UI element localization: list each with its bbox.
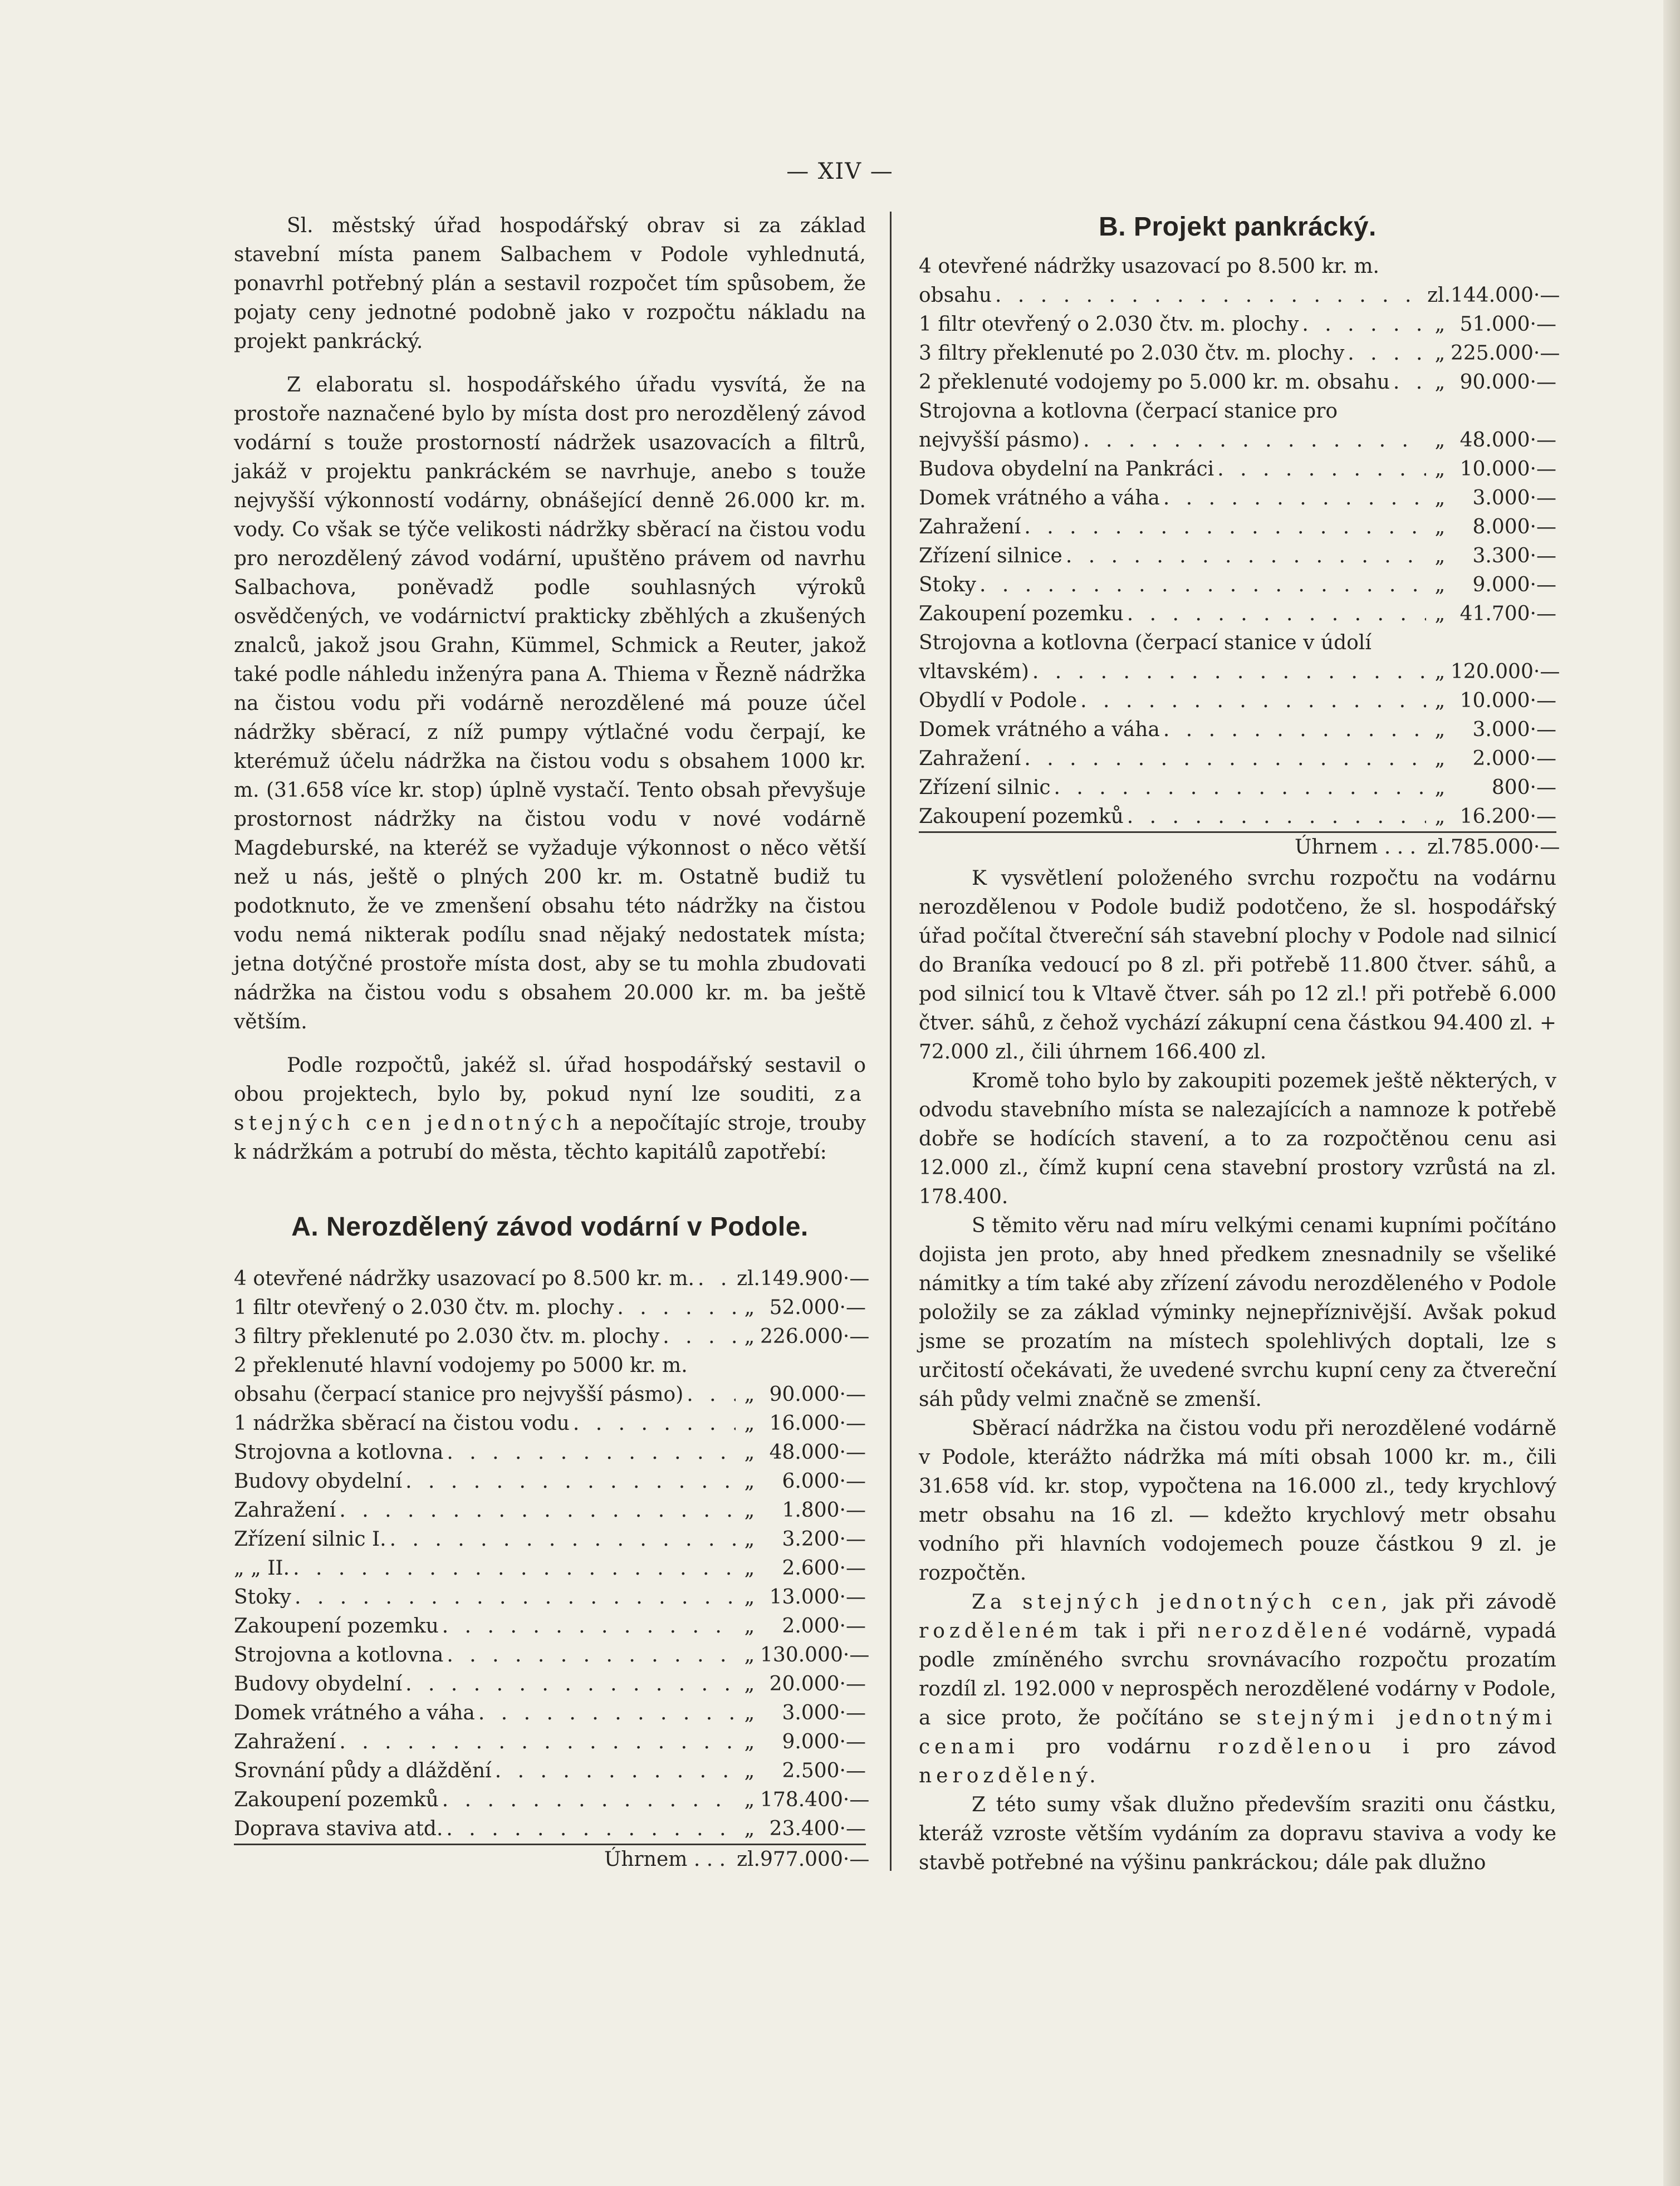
table-a-row-currency: „ [744,1817,755,1840]
table-a-row-leader [447,1438,736,1467]
table-a-row-amount: 13.000·— [769,1586,866,1609]
table-b-row-label: Zahražení [919,516,1021,538]
table-b-row-leader [1080,687,1426,715]
table-b-row-label: 4 otevřené nádržky usazovací po 8.500 kr. m. [919,255,1379,278]
table-a-row-leader [442,1612,736,1641]
table-b-row-label: Domek vrátného a váha [919,718,1160,741]
table-a-row-amount: 16.000·— [769,1412,866,1435]
table-b-row-leader [1066,542,1426,571]
p8-spaced-5: rozdělenou [1218,1736,1376,1758]
table-b-row-currency: „ [1434,776,1446,799]
table-a-row-currency: „ [744,1441,755,1464]
table-b-total-amount: 785.000·— [1451,836,1560,859]
table-a-row-leader [390,1525,736,1554]
table-b-row-leader [1393,368,1426,397]
table-a-row-label: 4 otevřené nádržky usazovací po 8.500 kr. m. [234,1267,694,1290]
table-a-row-label: obsahu (čerpací stanice pro nejvyšší pásmo) [234,1383,684,1406]
table-b-row-label: 1 filtr otevřený o 2.030 čtv. m. plochy [919,313,1299,336]
table-a-row-amount: 3.200·— [782,1528,866,1551]
table-a-row-amount: 3.000·— [782,1702,866,1724]
table-b-row-amount: 8.000·— [1472,516,1556,538]
table-a-row [234,1351,866,1380]
table-b-row-leader [1127,600,1426,629]
table-a-row-leader [405,1670,736,1699]
table-a-row-currency: „ [744,1499,755,1522]
table-b-row-label: Zřízení silnice [919,545,1062,567]
table-a-total-amount: 977.000·— [760,1848,870,1871]
table-a-row-leader [405,1467,736,1496]
column-divider [890,212,892,1871]
table-b-row-currency: „ [1434,487,1446,509]
table-b-row-amount: 225.000·— [1451,342,1560,365]
table-b-row [919,426,1556,455]
p8-text-1: jak při závodě [1403,1591,1557,1614]
table-b-row [919,281,1560,310]
table-a-row-currency: „ [744,1615,755,1638]
table-b-row-currency: „ [1434,545,1446,567]
table-a-row [234,1786,870,1815]
table-a-row [234,1380,866,1409]
table-a-row-leader [663,1322,736,1351]
table-a-row-label: Domek vrátného a váha [234,1702,475,1724]
table-b-row-label: Zřízení silnic [919,776,1051,799]
table-a-row-label: Zahražení [234,1731,336,1753]
table-b-row [919,600,1556,629]
p8-text-2: tak i při [1094,1620,1186,1643]
table-a-row-currency: „ [744,1702,755,1724]
table-a-row-amount: 23.400·— [769,1817,866,1840]
table-a-row-amount: 149.900·— [760,1267,870,1290]
table-a-row-label: Strojovna a kotlovna [234,1644,444,1667]
table-a-row [234,1264,870,1293]
table-a-row-currency: „ [744,1383,755,1406]
table-b-row-currency: „ [1434,602,1446,625]
table-b-row-leader [1163,484,1426,513]
table-b-row-leader [995,281,1424,310]
table-a-row-amount: 2.600·— [782,1557,866,1580]
table-a-row-label: Zahražení [234,1499,336,1522]
table-a-row [234,1438,866,1467]
table-b-row-label: obsahu [919,284,992,307]
table-a-row-currency: zl. [737,1267,760,1290]
table-a-row-label: Srovnání půdy a dláždění [234,1759,492,1782]
table-b-row-currency: „ [1434,313,1446,336]
table-b-row-amount: 51.000·— [1459,313,1556,336]
table-a-row-currency: „ [744,1673,755,1695]
paragraph-9: Z této sumy však dlužno především sraziti onu částku, kteráž vzroste větším vydáním za dopravu staviva a vody ke stavbě potřebné na výšinu pankráckou; dále pak dlužno [919,1793,1556,1874]
paragraph-3-spaced: za stejných cen jednotných [234,1083,866,1135]
table-b-row [919,773,1556,802]
table-a-row-amount: 20.000·— [769,1673,866,1695]
table-b-row-amount: 16.200·— [1459,805,1556,828]
table-a-row-leader [573,1409,736,1438]
table-b-row-amount: 3.000·— [1472,487,1556,509]
table-a-row [234,1670,866,1699]
table-a-row-leader [446,1815,736,1844]
table-a-row [234,1525,866,1554]
table-b-row-leader [1024,744,1426,773]
table-a-row [234,1612,866,1641]
table-a-row-label: 2 překlenuté hlavní vodojemy po 5000 kr. m. [234,1354,688,1377]
table-b-row-leader [1302,310,1426,339]
table-a-row-amount: 2.500·— [782,1759,866,1782]
table-a-row [234,1728,866,1757]
p8-spaced-2: rozděleném [919,1620,1083,1643]
heading-b: B. Projekt pankrácký. [1099,212,1377,242]
table-b-row-amount: 90.000·— [1459,371,1556,394]
table-b-row-amount: 10.000·— [1459,689,1556,712]
table-b-row-label: vltavském) [919,660,1029,683]
table-a-row-label: 3 filtry překlenuté po 2.030 čtv. m. plochy [234,1325,660,1348]
table-b-row [919,310,1556,339]
table-b-row [919,744,1556,773]
table-b-row-currency: zl. [1427,284,1451,307]
table-b-row [919,658,1560,687]
table-a-row-label: „ „ II. [234,1557,290,1580]
table-b-row-leader [1054,773,1426,802]
table-b-row-currency: „ [1434,718,1446,741]
table-b-row-currency: „ [1434,660,1446,683]
table-b-row-currency: „ [1434,805,1446,828]
table-a-row-currency: „ [744,1412,755,1435]
table-a-row-amount: 178.400·— [760,1788,870,1811]
table-a-row-leader [698,1264,733,1293]
table-b-row [919,339,1560,368]
table-b-total [919,833,1560,862]
table-b-row-label: 2 překlenuté vodojemy po 5.000 kr. m. obsahu [919,371,1390,394]
p8-spaced-3: nerozdělené [1197,1620,1372,1643]
table-b-row-leader [1032,658,1426,687]
table-b [919,252,1560,862]
table-b-row-label: 3 filtry překlenuté po 2.030 čtv. m. plochy [919,342,1345,365]
table-b-row-label: Obydlí v Podole [919,689,1077,712]
table-a-row [234,1409,866,1438]
table-a-row-currency: „ [744,1325,755,1348]
table-a-row-amount: 130.000·— [760,1644,870,1667]
table-a-row-amount: 6.000·— [782,1470,866,1493]
paragraph-3 [234,1051,866,1167]
table-b-row-currency: „ [1434,574,1446,596]
paragraph-6: S těmito věru nad míru velkými cenami kupními počítáno dojista jen proto, aby hned předkem znesnadnily se všeliké námitky a tím také aby zřízení závodu nerozděleného v Podole položily se za základ výminky nejnepříznivější. Avšak pokud jsme se prozatím na místech spolehlivých doptali, lze s určitostí očekávati, že uvedené svrchu kupní ceny za čtvereční sáh půdy velmi značně se zmenší. [919,1214,1556,1411]
table-a-row-amount: 226.000·— [760,1325,870,1348]
table-a-row [234,1293,866,1322]
table-b-row-amount: 3.000·— [1472,718,1556,741]
table-b-row-currency: „ [1434,371,1446,394]
table-b-row-leader [1024,513,1426,542]
p8-text-5: i pro závod [1402,1736,1556,1758]
table-b-row-currency: „ [1434,747,1446,770]
table-b-row [919,542,1556,571]
table-a-row-label: Strojovna a kotlovna [234,1441,444,1464]
table-b-row [919,484,1556,513]
table-b-row-amount: 120.000·— [1451,660,1560,683]
p8-text-4: pro vodárnu [1046,1736,1191,1758]
table-b-row-label: nejvyšší pásmo) [919,429,1080,452]
table-b-row [919,252,1556,281]
table-a-row-currency: „ [744,1731,755,1753]
table-b-row-leader [979,571,1426,600]
table-b-row-amount: 2.000·— [1472,747,1556,770]
table-a-total-label: Úhrnem . . . [604,1848,726,1871]
table-b-row-label: Domek vrátného a váha [919,487,1160,509]
table-b-row-label: Strojovna a kotlovna (čerpací stanice pro [919,400,1338,423]
table-a-row-label: 1 filtr otevřený o 2.030 čtv. m. plochy [234,1296,614,1319]
table-a-row-label: 1 nádržka sběrací na čistou vodu [234,1412,570,1435]
table-b-row-currency: „ [1434,429,1446,452]
table-a-row [234,1757,866,1786]
table-b-row [919,802,1556,833]
table-a-row-label: Budovy obydelní [234,1673,403,1695]
table-b-row-amount: 144.000·— [1451,284,1560,307]
table-a-row-label: Stoky [234,1586,291,1609]
table-a-row-label: Budovy obydelní [234,1470,403,1493]
table-a-row-amount: 52.000·— [769,1296,866,1319]
table-b-row-leader [1163,715,1426,744]
table-b-row-leader [1083,426,1426,455]
table-b-row-label: Zakoupení pozemků [919,805,1124,828]
table-a-row-currency: „ [744,1528,755,1551]
table-b-row-label: Strojovna a kotlovna (čerpací stanice v údolí [919,631,1372,654]
table-b-row-label: Zahražení [919,747,1021,770]
table-b-row-currency: „ [1434,516,1446,538]
p8-spaced-4: stejnými jednotnými cenami [919,1707,1556,1758]
table-b-row-amount: 800·— [1491,776,1556,799]
table-b-row [919,455,1556,484]
table-b-row-amount: 41.700·— [1459,602,1556,625]
table-a-row [234,1554,866,1583]
table-b-row-leader [1127,802,1426,831]
table-a-row-leader [687,1380,736,1409]
table-b-total-label: Úhrnem . . . [1295,836,1417,859]
table-a-row [234,1322,870,1351]
table-a-row-currency: „ [744,1296,755,1319]
page-number: — XIV — [786,159,894,184]
paragraph-1: Sl. městský úřad hospodářský obrav si za základ stavební místa panem Salbachem v Podole vyhlednutá, ponavrhl potřebný plán a sestavil rozpočet tím spůsobem, že pojaty ceny jednotné podobně jako v rozpočtu nákladu na projekt pankrácký. [234,214,866,353]
paragraph-5: Kromě toho bylo by zakoupiti pozemek ještě některých, v odvodu stavebního místa se nalezajících a namnoze k potřebě dobře se hodících stavení, a to za rozpočtěnou cenu asi 12.000 zl., čímž kupní cena stavební prostory vzrůstá na zl. 178.400. [919,1070,1556,1208]
table-a-row-amount: 2.000·— [782,1615,866,1638]
paragraph-3-text-c: a nepočítajíc stroje, trouby k nádržkám a potrubí do města, těchto kapitálů zapotřebí: [234,1112,866,1164]
table-a-row-leader [478,1699,736,1728]
table-b-row [919,368,1556,397]
table-a-row-amount: 90.000·— [769,1383,866,1406]
table-b-row-currency: „ [1434,342,1446,365]
table-a-row [234,1641,870,1670]
table-a-row-leader [447,1641,736,1670]
table-b-row-label: Stoky [919,574,976,596]
table-a-row [234,1583,866,1612]
table-b-total-cur: zl. [1427,836,1451,859]
table-a-row-currency: „ [744,1788,755,1811]
p8-text-3: vodárně, vypadá podle zmíněného svrchu srovnávacího rozpočtu prozatím rozdíl zl. 192.000 v neprospěch nerozdělené vodárny v Podole, a sice proto, že počítáno se [919,1620,1557,1729]
table-a-row [234,1815,866,1845]
table-a [234,1264,870,1874]
table-b-row [919,397,1556,426]
table-a-row-label: Zakoupení pozemku [234,1615,439,1638]
table-a-total-cur: zl. [737,1848,760,1871]
page-edge [1663,0,1680,2186]
table-b-row-currency: „ [1434,689,1446,712]
table-a-row-leader [339,1728,736,1757]
table-b-row-label: Zakoupení pozemku [919,602,1124,625]
paragraph-2: Z elaboratu sl. hospodářského úřadu vysvítá, že na prostoře naznačené bylo by místa dost pro nerozdělený závod vodární s touže prostorností nádržek usazovacích a filtrů, jakáž v projektu pankráckém se navrhuje, anebo s touže nejvyšší výkonností vodárny, obnášející denně 26.000 kr. m. vody. Co však se týče velikosti nádržky sběrací na čistou vodu pro nerozdělený závod vodární, upuštěno právem od navrhu Salbachova, poněvadž podle souhlasných výroků osvědčených, ve vodárnictví prakticky zběhlých a zkušených znalců, jakož jsou Grahn, Kümmel, Schmick a Reuter, jakož také podle náhledu inženýra pana A. Thiema v Řezně nádržka na čistou vodu při vodárně nerozdělené má pouze účel nádržky sběrací, z níž pumpy výtlačné vodu čerpají, ke kterémuž účelu nádržka na čistou vodu s obsahem 1000 kr. m. (31.658 více kr. stop) úplně vystačí. Tento obsah převyšuje prostornost nádržky na čistou vodu v nové vodárně Magdeburské, na kteréž se vyžaduje výkonnost o něco větší než u nás, ještě o plných 200 kr. m. Ostatně budiž tu podotknuto, že ve zmenšení obsahu této nádržky na čistou vodu nemá nikterak podílu snad nějaký nedostatek místa; jetna dotýčné prostoře místa dost, aby se tu mohla zbudovati nádržka na čistou vodu s obsahem 20.000 kr. m. ba ještě větším. [234,374,866,1033]
table-b-row-currency: „ [1434,458,1446,481]
paragraph-8 [919,1588,1556,1791]
p8-spaced-1: Za stejných jednotných cen, [972,1591,1392,1614]
table-a-total [234,1845,870,1874]
table-b-row-amount: 9.000·— [1472,574,1556,596]
table-a-row-currency: „ [744,1759,755,1782]
table-a-row-leader [339,1496,736,1525]
table-a-row [234,1467,866,1496]
table-b-row-amount: 3.300·— [1472,545,1556,567]
table-a-row [234,1699,866,1728]
table-a-row-leader [617,1293,736,1322]
table-b-row [919,513,1556,542]
table-a-row-leader [293,1554,736,1583]
table-a-row-currency: „ [744,1644,755,1667]
heading-a: A. Nerozdělený závod vodární v Podole. [291,1212,809,1242]
table-a-row-currency: „ [744,1470,755,1493]
table-a-row-amount: 48.000·— [769,1441,866,1464]
table-a-row-label: Zřízení silnic I. [234,1528,386,1551]
table-b-row-leader [1348,339,1426,368]
paragraph-4: K vysvětlení položeného svrchu rozpočtu na vodárnu nerozdělenou v Podole budiž podotčeno, že sl. hospodářský úřad počítal čtvereční sáh stavební plochy v Podole nad silnicí do Braníka vedoucí po 8 zl. při potřebě 11.800 čtver. sáhů, a pod silnicí tou k Vltavě čtver. sáh po 12 zl.! při potřebě 6.000 čtver. sáhů, z čehož vychází zákupní cena částkou 94.400 zl. + 72.000 zl., čili úhrnem 166.400 zl. [919,867,1556,1063]
table-a-row-leader [295,1583,736,1612]
table-b-row-label: Budova obydelní na Pankráci [919,458,1214,481]
table-b-row [919,687,1556,715]
right-column [919,212,1560,1878]
table-a-row [234,1496,866,1525]
table-b-row-amount: 10.000·— [1459,458,1556,481]
table-a-row-amount: 1.800·— [782,1499,866,1522]
paragraph-3-text-a: Podle rozpočtů, jakéž sl. úřad hospodářský sestavil o obou projektech, bylo by, pokud nyní lze souditi, [234,1054,866,1106]
table-b-row [919,715,1556,744]
table-a-row-currency: „ [744,1557,755,1580]
table-b-row-leader [1217,455,1426,484]
p8-spaced-6: nerozdělený. [919,1765,1100,1787]
paragraph-7: Sběrací nádržka na čistou vodu při nerozdělené vodárně v Podole, kterážto nádržka má míti obsah 1000 kr. m., čili 31.658 víd. kr. stop, vypočtena na 16.000 zl., tedy krychlový metr obsahu na 16 zl. — kdežto krychlový metr obsahu vodního při hlavních vodojemech pouze částkou 9 zl. je rozpočtěn. [919,1417,1556,1585]
table-a-row-currency: „ [744,1586,755,1609]
table-a-row-leader [495,1757,736,1786]
table-a-row-amount: 9.000·— [782,1731,866,1753]
table-a-row-label: Zakoupení pozemků [234,1788,439,1811]
table-b-row-amount: 48.000·— [1459,429,1556,452]
left-column [234,212,870,1874]
table-b-row [919,629,1556,658]
table-a-row-leader [442,1786,736,1815]
table-a-row-label: Doprava staviva atd. [234,1817,443,1840]
table-b-row [919,571,1556,600]
